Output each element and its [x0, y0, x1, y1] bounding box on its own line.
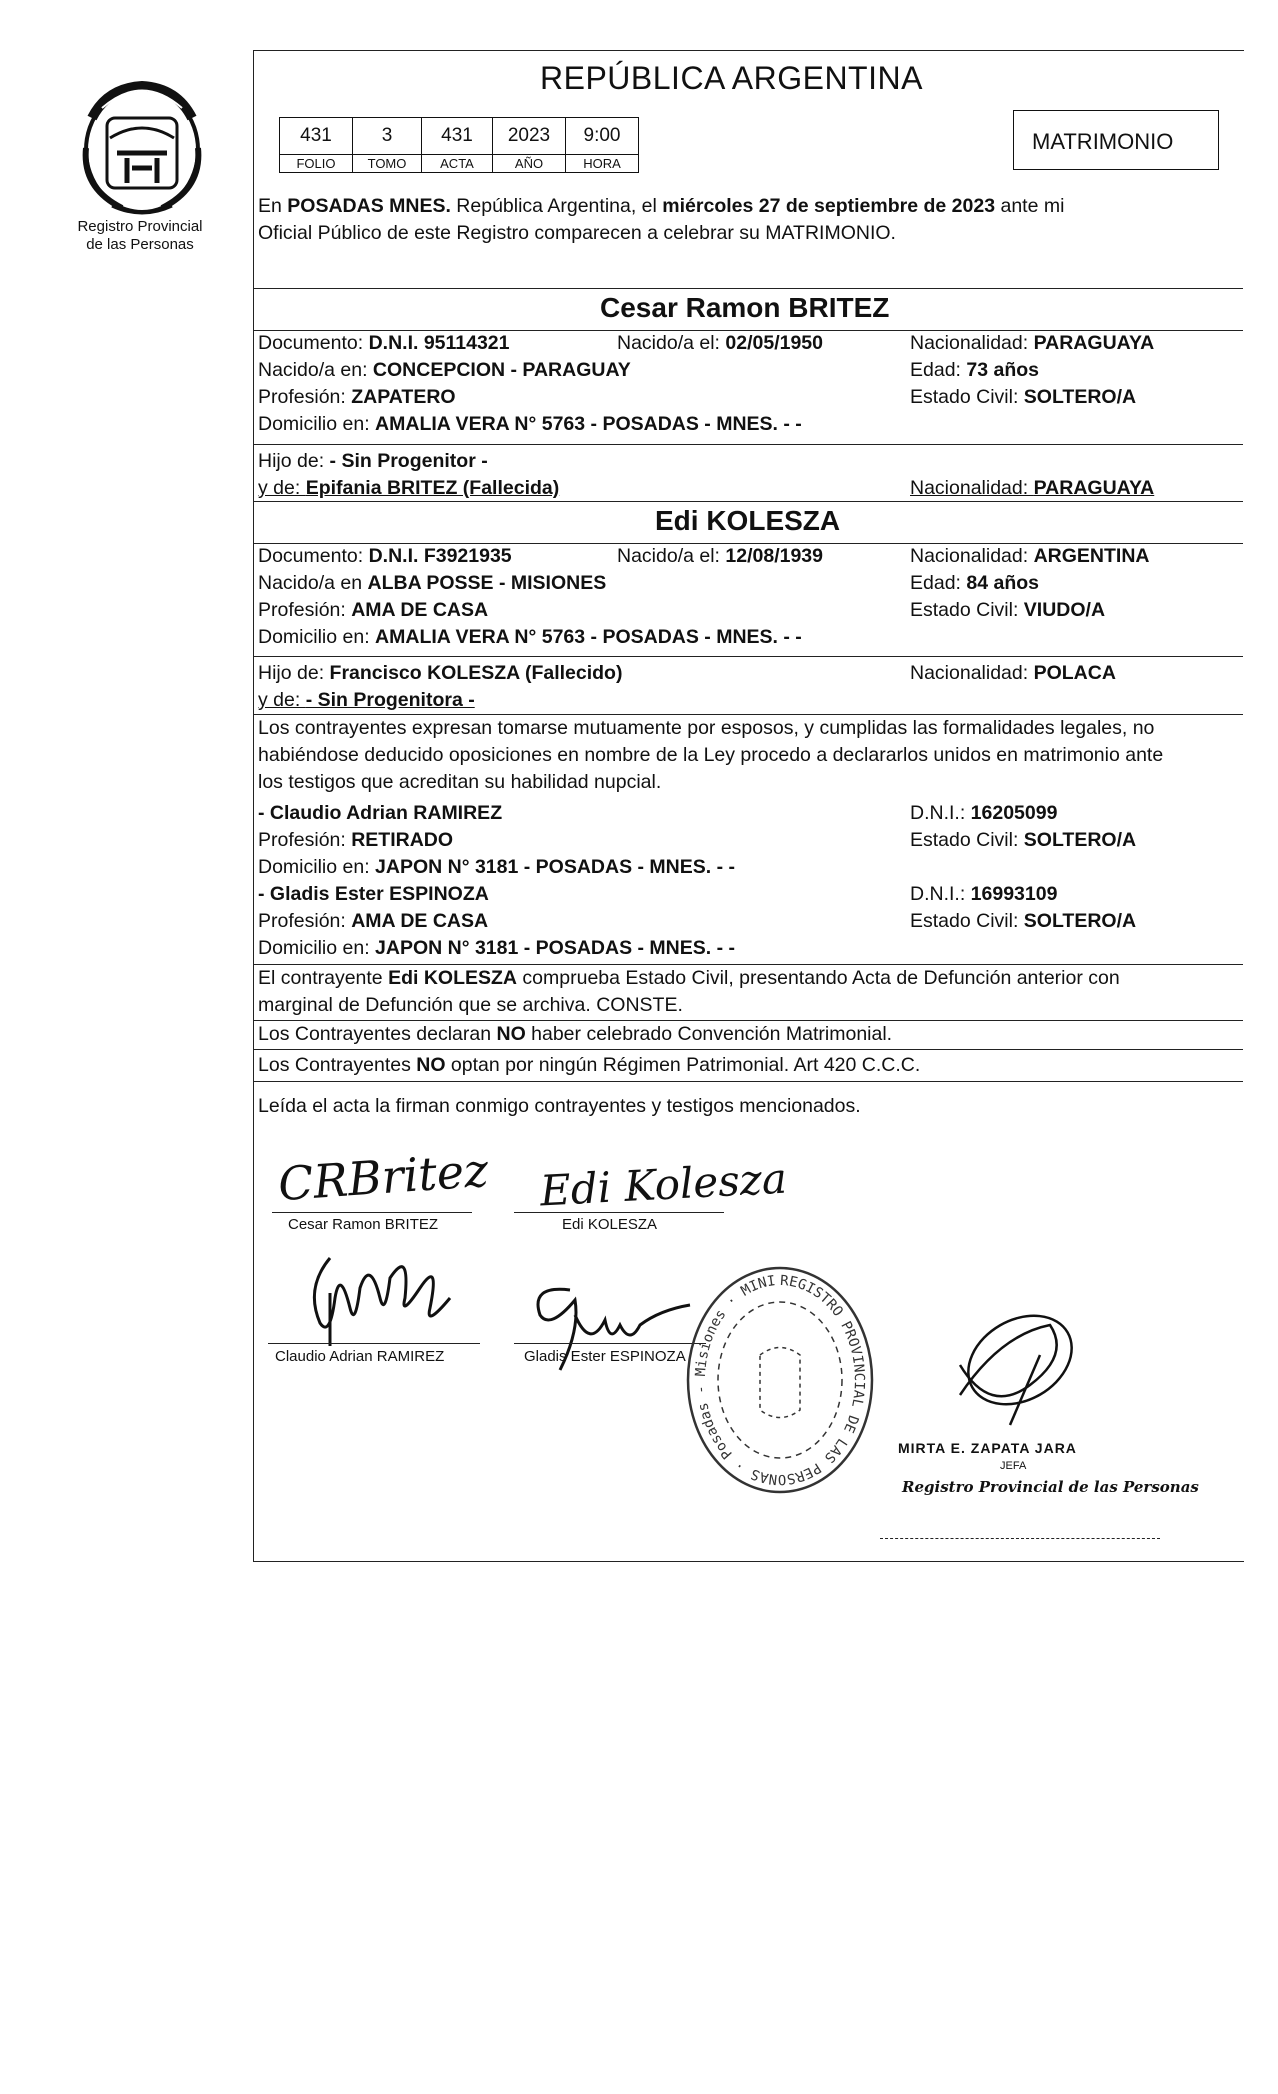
signature-witness1 — [290, 1238, 490, 1353]
divider — [253, 288, 1243, 289]
field-label: Profesión: — [258, 829, 352, 851]
act-type-label: MATRIMONIO — [1032, 129, 1174, 154]
witness2-profession — [258, 908, 488, 935]
closing-statement: Leída el acta la firman conmigo contrayentes y testigos mencionados. — [258, 1095, 861, 1117]
folio-value: 431 — [280, 118, 353, 155]
field-value: ARGENTINA — [1033, 545, 1150, 567]
field-value: Francisco KOLESZA (Fallecido) — [329, 662, 623, 684]
divider — [253, 656, 1243, 657]
field-label: Estado Civil: — [910, 829, 1024, 851]
note-name: Edi KOLESZA — [388, 967, 517, 989]
field-label: Estado Civil: — [910, 386, 1024, 408]
field-label: Domicilio en: — [258, 626, 376, 648]
tomo-label: TOMO — [353, 155, 422, 173]
signature-line — [268, 1343, 480, 1344]
regime-statement — [258, 1052, 920, 1079]
act-type-box — [1013, 110, 1219, 170]
field-value: ZAPATERO — [351, 386, 456, 408]
field-value: JAPON N° 3181 - POSADAS - MNES. - - — [375, 937, 735, 959]
field-label: Nacido/a en — [258, 572, 368, 594]
witness2-dni — [910, 881, 1057, 908]
spouse1-address — [258, 411, 802, 438]
official-name: MIRTA E. ZAPATA JARA — [898, 1440, 1077, 1456]
field-label: Estado Civil: — [910, 599, 1024, 621]
acta-value: 431 — [422, 118, 493, 155]
spouse1-father — [258, 448, 488, 475]
note-text: El contrayente — [258, 967, 389, 989]
anio-label: AÑO — [493, 155, 566, 173]
field-label: D.N.I.: — [910, 883, 971, 905]
anio-value: 2023 — [493, 118, 566, 155]
field-value: D.N.I. F3921935 — [368, 545, 512, 567]
spouse2-profession — [258, 597, 488, 624]
statement-emphasis: NO — [496, 1023, 526, 1045]
seal-text: REGISTRO PROVINCIAL DE LAS PERSONAS · Posadas - Misiones · MINI — [692, 1272, 868, 1488]
field-label: Domicilio en: — [258, 937, 376, 959]
logo-caption-line2: de las Personas — [86, 236, 194, 253]
spouse2-birthdate — [617, 543, 823, 570]
field-label: Edad: — [910, 572, 967, 594]
intro-line-1 — [258, 193, 1064, 220]
intro-city: POSADAS MNES. — [287, 195, 451, 217]
statement-text: optan por ningún Régimen Patrimonial. Art 420 C.C.C. — [445, 1054, 921, 1076]
field-label: Domicilio en: — [258, 413, 376, 435]
spouse2-parent-nationality — [910, 660, 1116, 687]
field-value: PARAGUAYA — [1033, 332, 1155, 354]
intro-line-2: Oficial Público de este Registro comparecen a celebrar su MATRIMONIO. — [258, 222, 896, 244]
acta-label: ACTA — [422, 155, 493, 173]
spouse1-nationality — [910, 330, 1154, 357]
intro-date: miércoles 27 de septiembre de 2023 — [662, 195, 996, 217]
field-value: PARAGUAYA — [1033, 477, 1155, 499]
spouse1-civil-status — [910, 384, 1136, 411]
field-value: 16993109 — [970, 883, 1058, 905]
spouse1-profession — [258, 384, 456, 411]
field-label: Documento: — [258, 332, 369, 354]
field-value: AMA DE CASA — [351, 599, 489, 621]
field-value: SOLTERO/A — [1023, 910, 1137, 932]
field-value: JAPON N° 3181 - POSADAS - MNES. - - — [375, 856, 735, 878]
field-label: Nacionalidad: — [910, 477, 1034, 499]
field-value: Epifania BRITEZ (Fallecida) — [305, 477, 560, 499]
spouse2-civil-status — [910, 597, 1105, 624]
field-value: 73 años — [966, 359, 1040, 381]
declaration-line-1: Los contrayentes expresan tomarse mutuamente por esposos, y cumplidas las formalidades legales, no — [258, 717, 1155, 739]
field-value: VIUDO/A — [1023, 599, 1106, 621]
intro-text: ante mi — [995, 195, 1065, 217]
spouse1-name: Cesar Ramon BRITEZ — [600, 292, 890, 323]
act-reference-table — [279, 117, 639, 173]
field-label: Profesión: — [258, 599, 352, 621]
logo-caption — [60, 218, 220, 254]
logo-caption-line1: Registro Provincial — [77, 218, 203, 235]
declaration-line-2: habiéndose deducido oposiciones en nombre de la Ley procedo a declararlos unidos en matrimonio ante — [258, 744, 1164, 766]
witness1-name: - Claudio Adrian RAMIREZ — [258, 802, 503, 824]
field-value: AMALIA VERA N° 5763 - POSADAS - MNES. - - — [375, 413, 802, 435]
field-label: Documento: — [258, 545, 369, 567]
field-label: Hijo de: — [258, 662, 330, 684]
field-value: RETIRADO — [351, 829, 454, 851]
signature-caption-spouse2: Edi KOLESZA — [562, 1216, 658, 1233]
signature-line — [514, 1343, 706, 1344]
statement-emphasis: NO — [416, 1054, 446, 1076]
statement-text: Los Contrayentes — [258, 1054, 417, 1076]
official-role: JEFA — [1000, 1460, 1027, 1472]
signature-spouse1: CRBritez — [276, 1142, 490, 1212]
field-label: Nacido/a el: — [617, 545, 726, 567]
witness1-dni — [910, 800, 1057, 827]
spouse1-parent-nationality — [910, 475, 1154, 502]
spouse2-document — [258, 543, 512, 570]
field-label: D.N.I.: — [910, 802, 971, 824]
field-value: AMA DE CASA — [351, 910, 489, 932]
field-value: D.N.I. 95114321 — [368, 332, 510, 354]
official-office: Registro Provincial de las Personas — [902, 1478, 1199, 1496]
official-signature-line — [880, 1538, 1160, 1539]
note-line-2: marginal de Defunción que se archiva. CONSTE. — [258, 994, 683, 1016]
field-value: AMALIA VERA N° 5763 - POSADAS - MNES. - - — [375, 626, 802, 648]
convention-statement — [258, 1021, 892, 1048]
field-label: Edad: — [910, 359, 967, 381]
hora-value: 9:00 — [566, 118, 639, 155]
field-label: Nacido/a en: — [258, 359, 373, 381]
document-title: REPÚBLICA ARGENTINA — [540, 60, 923, 96]
spouse2-nationality — [910, 543, 1150, 570]
field-label: Nacido/a el: — [617, 332, 726, 354]
field-value: SOLTERO/A — [1023, 386, 1137, 408]
official-signature — [940, 1295, 1090, 1440]
witness1-address — [258, 854, 735, 881]
spouse1-birthdate — [617, 330, 823, 357]
field-value: POLACA — [1033, 662, 1116, 684]
spouse1-birthplace — [258, 357, 631, 384]
field-label: Profesión: — [258, 910, 352, 932]
field-label: Domicilio en: — [258, 856, 376, 878]
field-label: Estado Civil: — [910, 910, 1024, 932]
field-value: - Sin Progenitora - — [305, 689, 475, 711]
spouse2-age — [910, 570, 1039, 597]
field-value: CONCEPCION - PARAGUAY — [372, 359, 631, 381]
field-label: Profesión: — [258, 386, 352, 408]
hora-label: HORA — [566, 155, 639, 173]
note-text: comprueba Estado Civil, presentando Acta de Defunción anterior con — [517, 967, 1120, 989]
field-label: Nacionalidad: — [910, 332, 1034, 354]
spouse2-birthplace — [258, 570, 606, 597]
field-label: Hijo de: — [258, 450, 330, 472]
signature-caption-spouse1: Cesar Ramon BRITEZ — [288, 1216, 439, 1233]
provincial-coat-of-arms-logo — [72, 78, 212, 223]
witness2-name: - Gladis Ester ESPINOZA — [258, 883, 489, 905]
statement-text: Los Contrayentes declaran — [258, 1023, 497, 1045]
spouse2-name: Edi KOLESZA — [655, 505, 841, 536]
registry-seal-stamp — [680, 1260, 880, 1505]
spouse1-document — [258, 330, 510, 357]
declaration-line-3: los testigos que acreditan su habilidad nupcial. — [258, 771, 662, 793]
field-value: 84 años — [966, 572, 1040, 594]
divider — [253, 1049, 1243, 1050]
note-line-1 — [258, 965, 1120, 992]
signature-caption-witness1: Claudio Adrian RAMIREZ — [275, 1348, 445, 1365]
spouse2-father — [258, 660, 622, 687]
intro-text: República Argentina, el — [450, 195, 663, 217]
field-label: y de: — [258, 689, 306, 711]
spouse1-mother — [258, 475, 559, 502]
field-label: y de: — [258, 477, 306, 499]
folio-label: FOLIO — [280, 155, 353, 173]
field-value: SOLTERO/A — [1023, 829, 1137, 851]
witness2-civil-status — [910, 908, 1136, 935]
spouse2-mother — [258, 687, 475, 714]
spouse1-age — [910, 357, 1039, 384]
signature-line — [514, 1212, 724, 1213]
divider — [253, 444, 1243, 445]
witness1-profession — [258, 827, 453, 854]
divider — [253, 1081, 1243, 1082]
signature-spouse2: Edi Kolesza — [538, 1153, 788, 1216]
tomo-value: 3 — [353, 118, 422, 155]
field-value: 02/05/1950 — [725, 332, 824, 354]
signature-caption-witness2: Gladis Ester ESPINOZA — [524, 1348, 686, 1365]
field-value: - Sin Progenitor - — [329, 450, 488, 472]
field-value: ALBA POSSE - MISIONES — [367, 572, 607, 594]
signature-line — [272, 1212, 472, 1213]
field-value: 12/08/1939 — [725, 545, 824, 567]
divider — [253, 501, 1243, 502]
field-value: 16205099 — [970, 802, 1058, 824]
spouse2-address — [258, 624, 802, 651]
field-label: Nacionalidad: — [910, 545, 1034, 567]
witness1-civil-status — [910, 827, 1136, 854]
statement-text: haber celebrado Convención Matrimonial. — [525, 1023, 893, 1045]
witness2-address — [258, 935, 735, 962]
intro-text: En — [258, 195, 288, 217]
field-label: Nacionalidad: — [910, 662, 1034, 684]
